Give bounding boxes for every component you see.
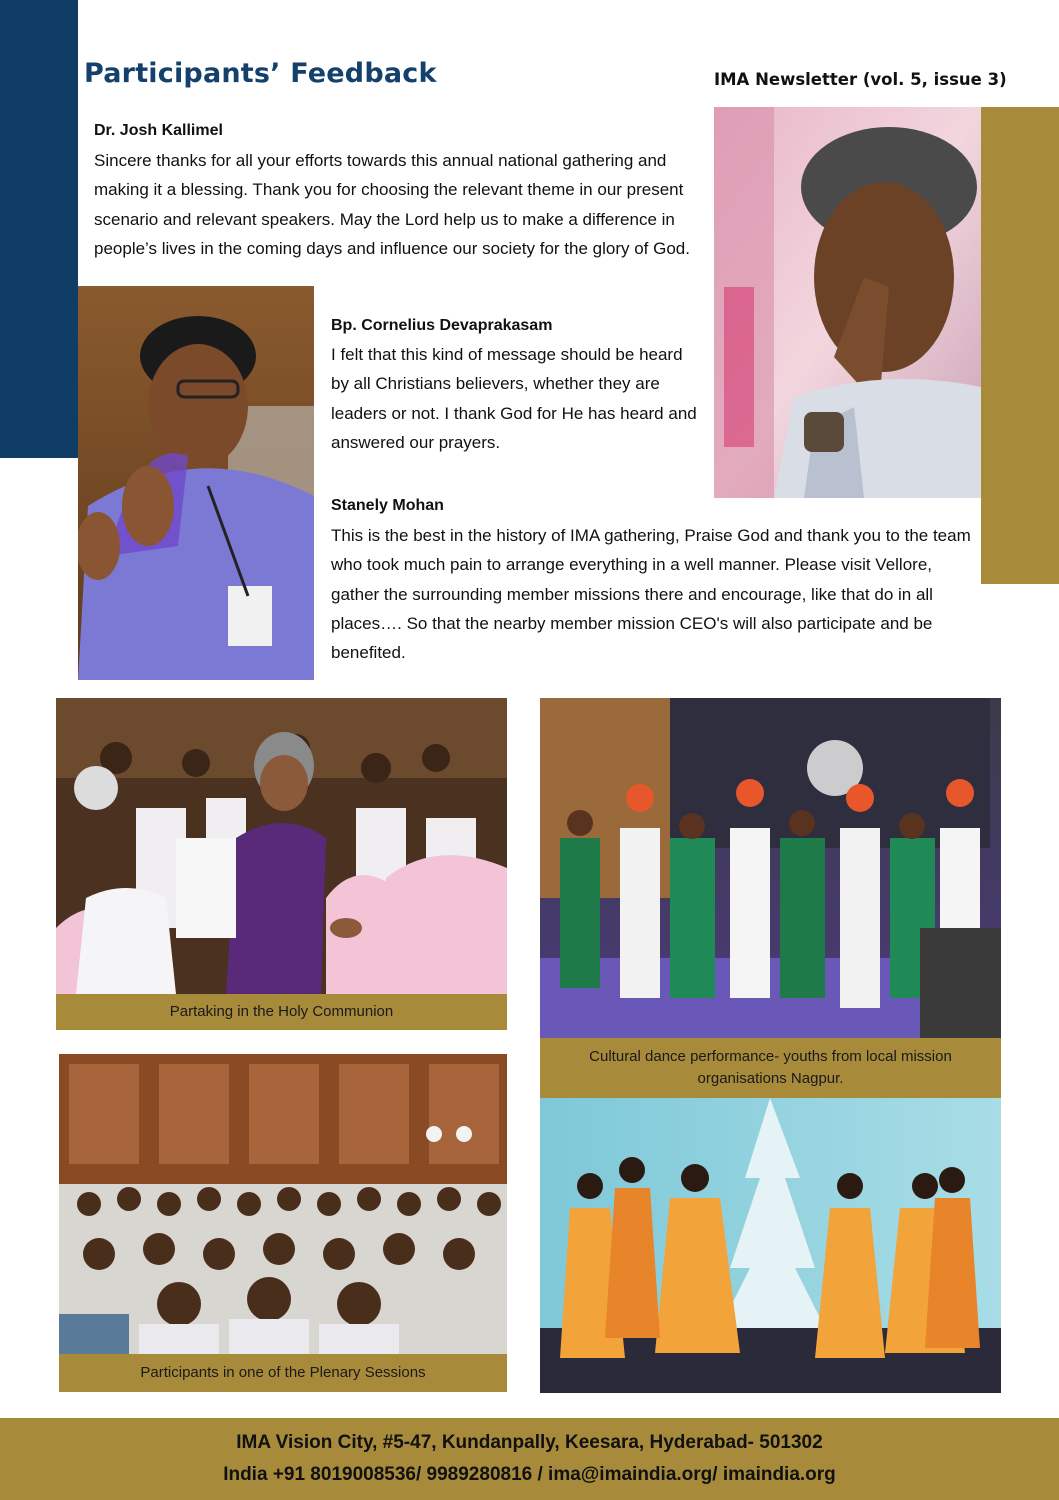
feedback-text-2: I felt that this kind of message should be heard by all Christians believers, whether they are leaders or not. I thank God for He has heard and answered our prayers. [331, 345, 697, 452]
caption-cultural-dance [540, 1038, 1001, 1098]
photo-folk-dance [540, 1098, 1001, 1393]
footer-address: IMA Vision City, #5-47, Kundanpally, Keesara, Hyderabad- 501302 [236, 1432, 823, 1453]
footer [0, 1418, 1059, 1500]
footer-contact: India +91 8019008536/ 9989280816 / ima@imaindia.org/ imaindia.org [223, 1464, 836, 1485]
caption-cultural-dance-text: Cultural dance performance- youths from local mission organisations Nagpur. [589, 1048, 952, 1087]
feedback-text-3: This is the best in the history of IMA gathering, Praise God and thank you to the team who took much pain to arrange everything in a well manner. Please visit Vellore, gather the surrounding member missions there and encourage, like that do in all places…. So that the nearby member mission CEO's will also participate and be benefited. [331, 526, 971, 663]
page-title: Participants’ Feedback [84, 58, 437, 89]
feedback-name-3: Stanely Mohan [331, 497, 444, 514]
photo-worshipping-man [78, 286, 314, 680]
feedback-name-2: Bp. Cornelius Devaprakasam [331, 317, 553, 334]
caption-holy-communion: Partaking in the Holy Communion [56, 994, 507, 1030]
newsletter-issue: IMA Newsletter (vol. 5, issue 3) [714, 70, 1007, 89]
navy-side-bar [0, 0, 78, 458]
photo-cultural-dance [540, 698, 1001, 1038]
feedback-text-1: Sincere thanks for all your efforts towards this annual national gathering and making it a blessing. Thank you for choosing the relevant theme in our present scenario and relevant speakers. May the Lord help us to make a difference in people’s lives in the coming days and influence our society for the glory of God. [94, 151, 690, 258]
photo-plenary-session [59, 1054, 507, 1354]
feedback-name-1: Dr. Josh Kallimel [94, 122, 223, 139]
photo-holy-communion [56, 698, 507, 994]
gold-side-bar [981, 107, 1059, 584]
caption-plenary-session: Participants in one of the Plenary Sessions [59, 1354, 507, 1392]
photo-praying-man [714, 107, 981, 498]
